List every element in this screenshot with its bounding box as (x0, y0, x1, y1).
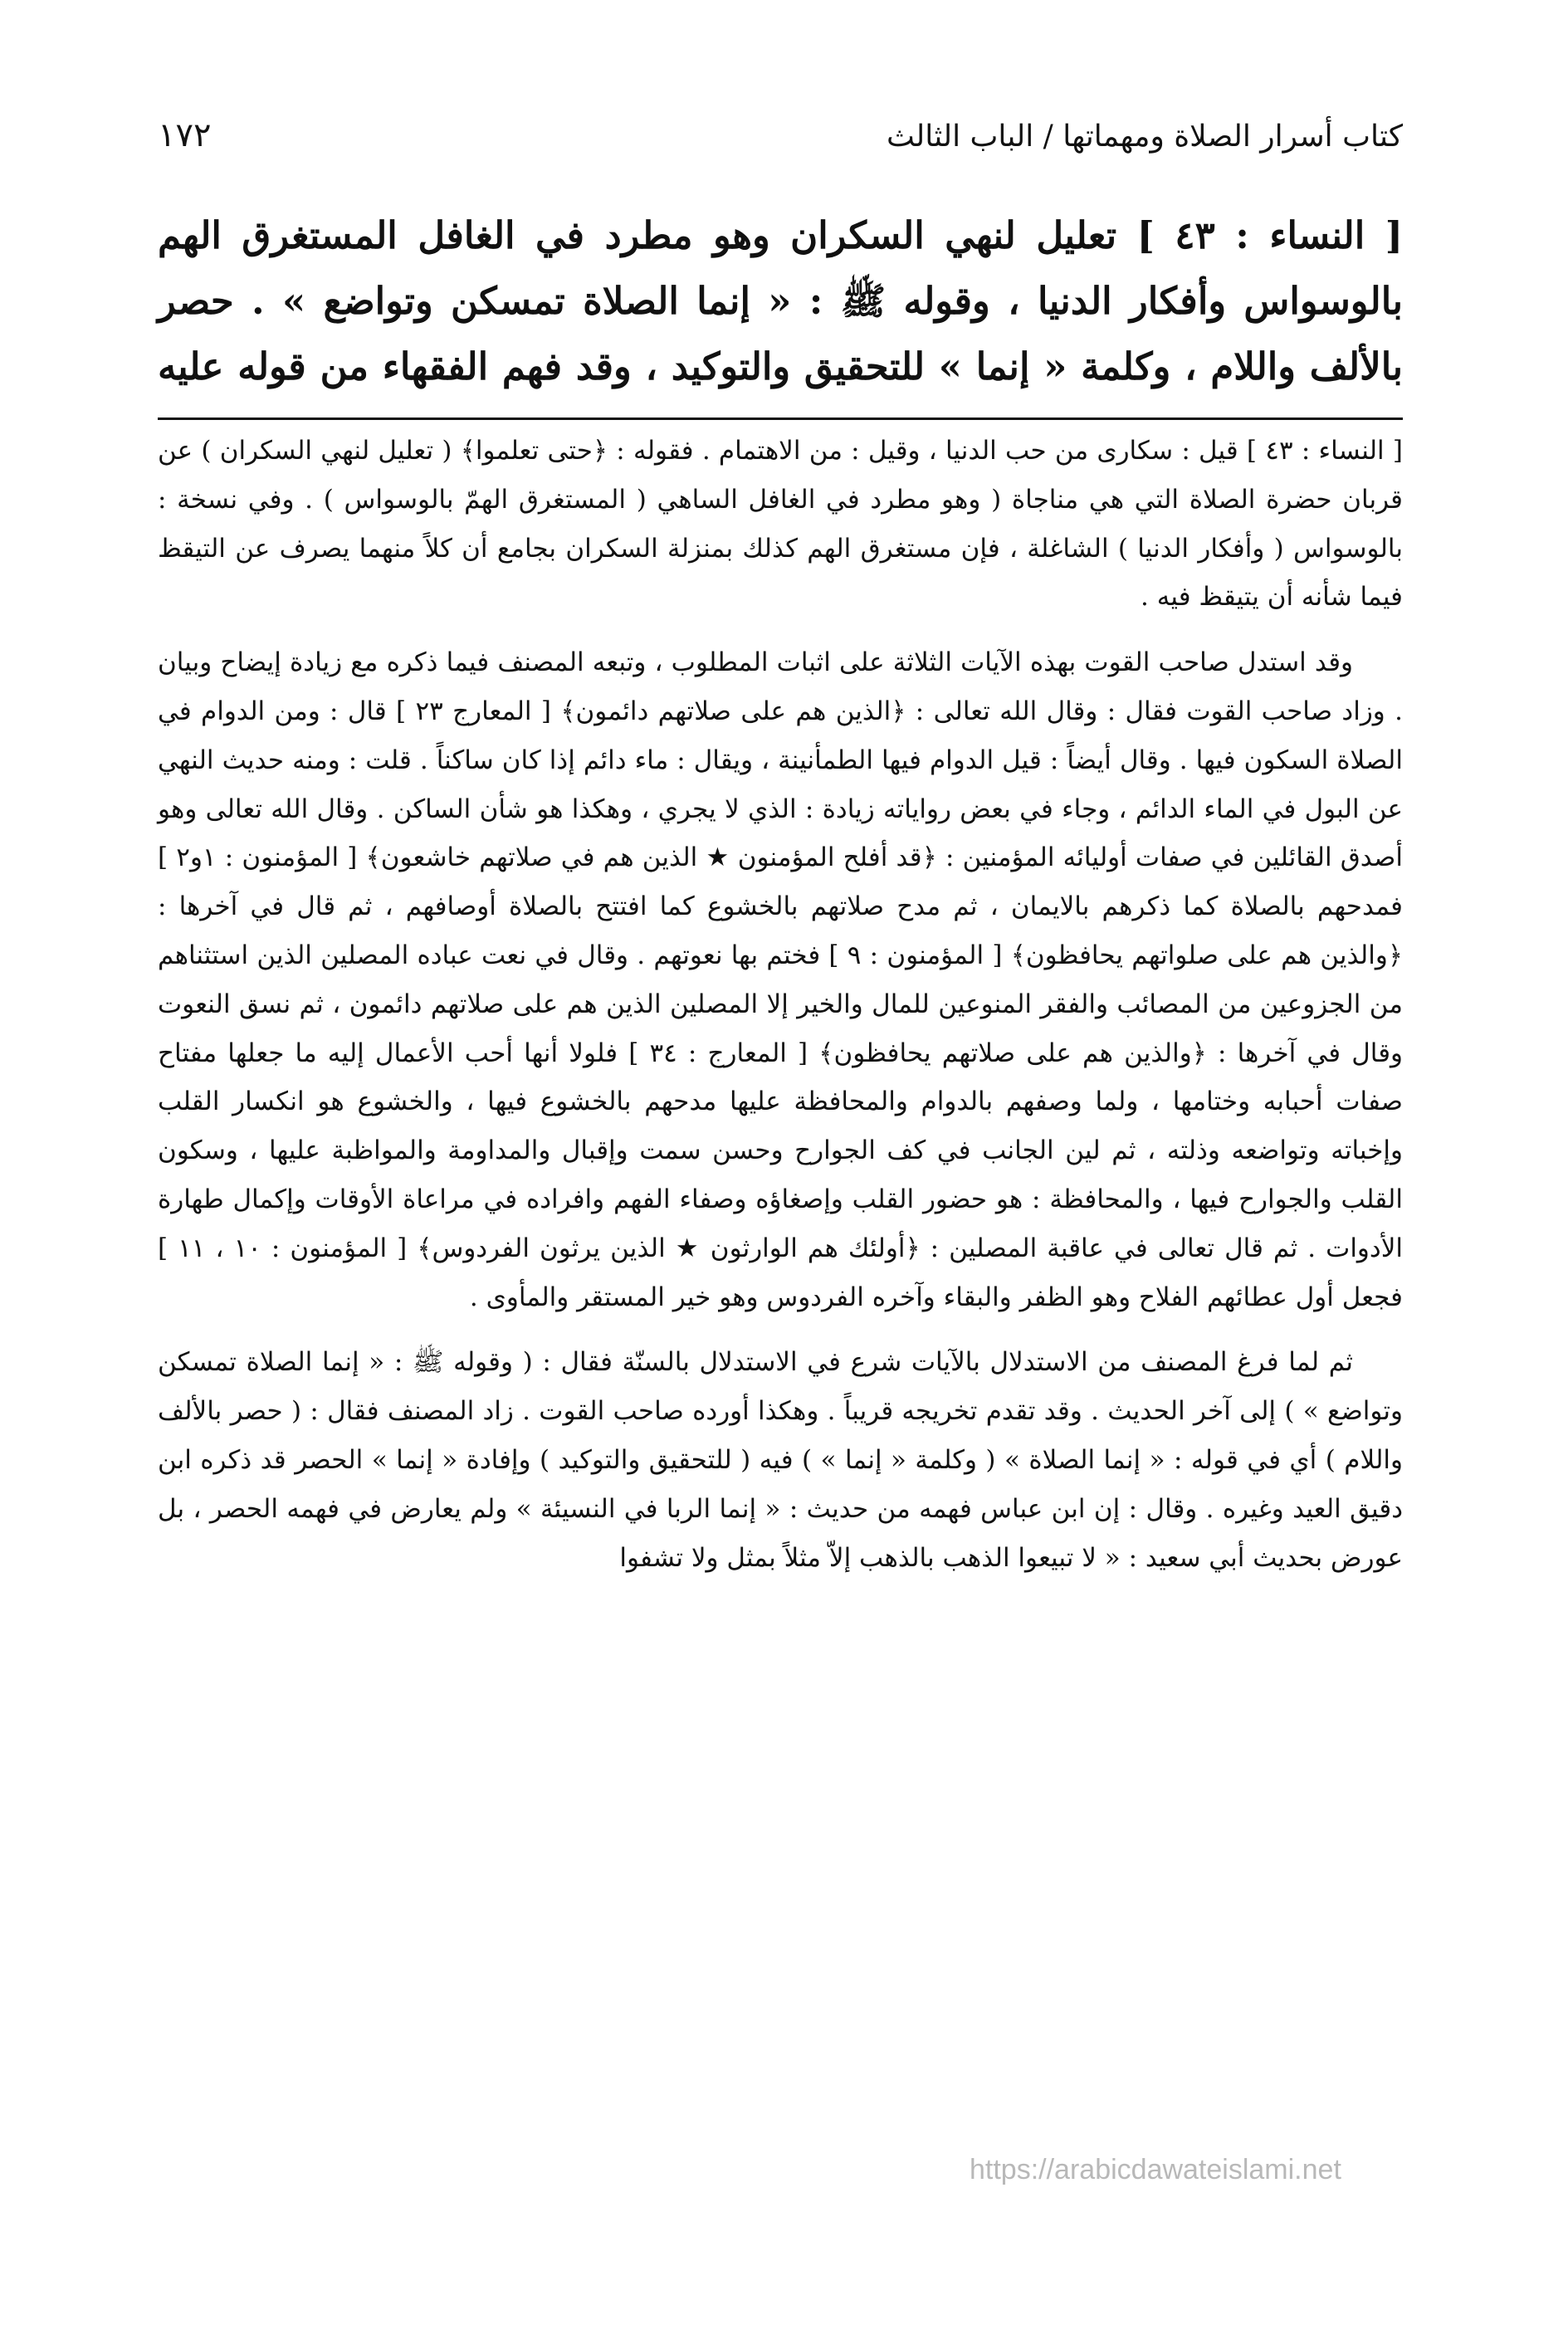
watermark-url: https://arabicdawateislami.net (970, 2154, 1341, 2185)
book-page (158, 116, 1403, 1599)
page-header (158, 116, 1403, 183)
page-number: ١٧٢ (158, 116, 212, 154)
commentary-paragraph-2: وقد استدل صاحب القوت بهذه الآيات الثلاثة على اثبات المطلوب ، وتبعه المصنف فيما ذكره مع زيادة إيضاح وبيان . وزاد صاحب القوت فقال : وقال الله تعالى : ﴿الذين هم على صلاتهم دائمون﴾ [ المعارج ٢٣ ] قال : ومن الدوام في الصلاة السكون فيها . وقال أيضاً : قيل الدوام فيها الطمأنينة ، ويقال : ماء دائم إذا كان ساكناً . قلت : ومنه حديث النهي عن البول في الماء الدائم ، وجاء في بعض رواياته زيادة : الذي لا يجري ، وهكذا هو شأن الساكن . وقال الله تعالى وهو أصدق القائلين في صفات أوليائه المؤمنين : ﴿قد أفلح المؤمنون ★ الذين هم في صلاتهم خاشعون﴾ [ المؤمنون : ١و٢ ] فمدحهم بالصلاة كما ذكرهم بالايمان ، ثم مدح صلاتهم بالخشوع كما افتتح بالصلاة أوصافهم ، ثم قال في آخرها : ﴿والذين هم على صلواتهم يحافظون﴾ [ المؤمنون : ٩ ] فختم بها نعوتهم . وقال في نعت عباده المصلين الذين استثناهم من الجزوعين من المصائب والفقر المنوعين للمال والخير إلا المصلين الذين هم على صلاتهم دائمون ، ثم نسق النعوت وقال في آخرها : ﴿والذين هم على صلاتهم يحافظون﴾ [ المعارج : ٣٤ ] فلولا أنها أحب الأعمال إليه ما جعلها مفتاح صفات أحبابه وختامها ، ولما وصفهم بالدوام والمحافظة عليها مدحهم بالخشوع فيها ، والخشوع هو انكسار القلب وإخباته وتواضعه وذلته ، ثم لين الجانب في كف الجوارح وحسن سمت وإقبال والمداومة والمواظبة عليها ، وسكون القلب والجوارح فيها ، والمحافظة : هو حضور القلب وإصغاؤه وصفاء الفهم وافراده في مراعاة الأوقات وإكمال طهارة الأدوات . ثم قال تعالى في عاقبة المصلين : ﴿أولئك هم الوارثون ★ الذين يرثون الفردوس﴾ [ المؤمنون : ١٠ ، ١١ ] فجعل أول عطائهم الفلاح وهو الظفر والبقاء وآخره الفردوس وهو خير المستقر والمأوى . (158, 647, 1403, 1312)
main-text-block (158, 203, 1403, 399)
separator-rule (158, 418, 1403, 420)
commentary-paragraph-1: [ النساء : ٤٣ ] قيل : سكارى من حب الدنيا ، وقيل : من الاهتمام . فقوله : ﴿حتى تعلموا﴾ ( تعليل لنهي السكران ) عن قربان حضرة الصلاة التي هي مناجاة ( وهو مطرد في الغافل الساهي ( المستغرق الهمّ بالوسواس ) . وفي نسخة : بالوسواس ( وأفكار الدنيا ) الشاغلة ، فإن مستغرق الهم كذلك بمنزلة السكران بجامع أن كلاً منهما يصرف عن التيقظ فيما شأنه أن يتيقظ فيه . (158, 436, 1403, 613)
commentary-block (158, 427, 1403, 1582)
main-text-paragraph: [ النساء : ٤٣ ] تعليل لنهي السكران وهو مطرد في الغافل المستغرق الهم بالوسواس وأفكار الدنيا ، وقوله ﷺ : « إنما الصلاة تمسكن وتواضع » . حصر بالألف واللام ، وكلمة « إنما » للتحقيق والتوكيد ، وقد فهم الفقهاء من قوله عليه (158, 213, 1403, 388)
commentary-paragraph-3: ثم لما فرغ المصنف من الاستدلال بالآيات شرع في الاستدلال بالسنّة فقال : ( وقوله ﷺ : « إنما الصلاة تمسكن وتواضع » ) إلى آخر الحديث . وقد تقدم تخريجه قريباً . وهكذا أورده صاحب القوت . زاد المصنف فقال : ( حصر بالألف واللام ) أي في قوله : « إنما الصلاة » ( وكلمة « إنما » ) فيه ( للتحقيق والتوكيد ) وإفادة « إنما » الحصر قد ذكره ابن دقيق العيد وغيره . وقال : إن ابن عباس فهمه من حديث : « إنما الربا في النسيئة » ولم يعارض في فهمه الحصر ، بل عورض بحديث أبي سعيد : « لا تبيعوا الذهب بالذهب إلاّ مثلاً بمثل ولا تشفوا (158, 1347, 1403, 1573)
running-title: كتاب أسرار الصلاة ومهماتها / الباب الثالث (886, 120, 1403, 154)
